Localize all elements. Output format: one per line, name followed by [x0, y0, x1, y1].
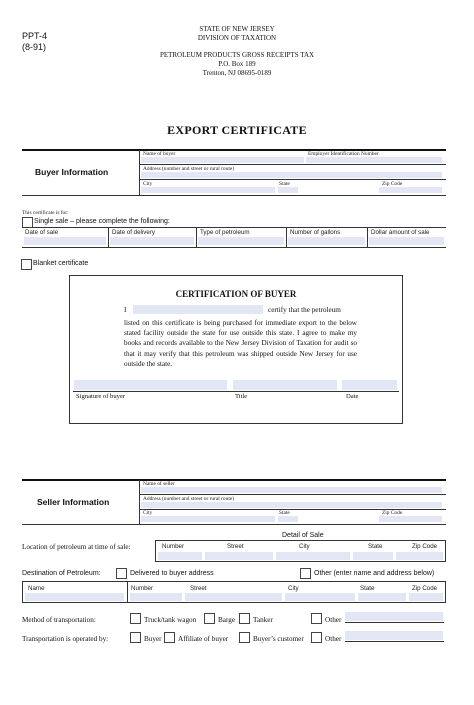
agency-city: Trenton, NJ 08695-0189	[202, 69, 272, 77]
destination-street-field[interactable]	[185, 593, 282, 601]
certification-i: I	[124, 306, 127, 314]
destination-label: Destination of Petroleum:	[22, 570, 101, 577]
certificate-for-label: This certificate is for:	[22, 210, 69, 216]
title-label: Title	[235, 393, 248, 400]
seller-zip-field[interactable]	[379, 516, 442, 522]
date-of-sale-label: Date of sale	[25, 229, 59, 236]
buyer-address-label: Address (number and street or rural route)	[143, 166, 235, 172]
destination-number-field[interactable]	[130, 593, 182, 601]
other-method-label: Other	[325, 616, 342, 624]
buyer-top-rule	[22, 149, 446, 151]
seller-bottom-rule	[22, 524, 446, 525]
location-city-label: City	[299, 543, 310, 550]
destination-state-field[interactable]	[358, 593, 406, 601]
buyer-state-label: State	[279, 181, 290, 187]
delivered-label: Delivered to buyer address	[130, 570, 214, 577]
other-destination-label: Other (enter name and address below)	[314, 570, 435, 577]
destination-state-label: State	[360, 585, 375, 592]
sale-top-rule	[22, 227, 446, 228]
seller-address-label: Address (number and street or rural route)	[143, 496, 235, 502]
agency-header	[120, 25, 354, 78]
detail-heading: Detail of Sale	[282, 532, 324, 539]
seller-address-field[interactable]	[141, 502, 442, 508]
other-operator-rule	[345, 641, 444, 642]
title-field[interactable]	[233, 380, 337, 390]
buyer-ein-field[interactable]	[306, 157, 442, 163]
agency-division: DIVISION OF TAXATION	[197, 34, 277, 42]
type-of-petroleum-label: Type of petroleum	[200, 229, 250, 236]
location-number-label: Number	[162, 543, 185, 550]
other-operator-checkbox[interactable]	[311, 632, 322, 643]
signature-rule	[73, 391, 399, 392]
seller-name-label: Name of seller	[143, 481, 175, 487]
buyer-operated-checkbox[interactable]	[130, 632, 141, 643]
location-state-field[interactable]	[353, 552, 393, 560]
tanker-label: Tanker	[253, 616, 273, 624]
other-destination-checkbox[interactable]	[300, 568, 311, 579]
delivered-checkbox[interactable]	[116, 568, 127, 579]
certification-heading: CERTIFICATION OF BUYER	[175, 289, 297, 299]
date-field[interactable]	[342, 380, 397, 390]
seller-zip-label: Zip Code	[382, 510, 403, 516]
number-of-gallons-label: Number of gallons	[290, 229, 341, 236]
agency-tax: PETROLEUM PRODUCTS GROSS RECEIPTS TAX	[159, 51, 315, 59]
sale-col-sep-4	[367, 227, 368, 247]
buyer-ein-label: Employer Identification Number	[308, 151, 379, 157]
buyer-divider	[139, 150, 140, 195]
method-label: Method of transportation:	[22, 616, 96, 624]
seller-row1-rule	[140, 494, 446, 495]
date-label: Date	[346, 393, 359, 400]
destination-street-label: Street	[190, 585, 207, 592]
truck-label: Truck/tank wagon	[144, 616, 197, 624]
blanket-label: Blanket certificate	[33, 260, 89, 267]
buyer-operated-label: Buyer	[144, 635, 162, 643]
other-operator-label: Other	[325, 635, 342, 643]
buyer-zip-field[interactable]	[379, 187, 442, 193]
dollar-amount-label: Dollar amount of sale	[371, 229, 430, 236]
location-state-label: State	[368, 543, 383, 550]
seller-divider	[139, 480, 140, 524]
tanker-checkbox[interactable]	[239, 613, 250, 624]
destination-sep	[127, 581, 128, 603]
seller-top-rule	[22, 479, 446, 481]
customer-checkbox[interactable]	[239, 632, 250, 643]
agency-pobox: P.O. Box 189	[218, 60, 256, 68]
seller-name-field[interactable]	[141, 487, 442, 493]
location-street-label: Street	[227, 543, 244, 550]
destination-number-label: Number	[131, 585, 154, 592]
page-title: EXPORT CERTIFICATE	[167, 123, 307, 137]
sale-col-sep-2	[196, 227, 197, 247]
sale-col-sep-1	[108, 227, 109, 247]
destination-zip-field[interactable]	[409, 593, 443, 601]
buyer-city-label: City	[143, 181, 153, 187]
agency-state: STATE OF NEW JERSEY	[199, 25, 275, 33]
seller-city-field[interactable]	[141, 516, 275, 522]
form-revision: (8-91)	[22, 42, 47, 52]
buyer-bottom-rule	[22, 195, 446, 196]
date-of-sale-field[interactable]	[24, 237, 106, 245]
customer-label: Buyer’s customer	[253, 635, 304, 643]
blanket-checkbox[interactable]	[21, 259, 32, 270]
other-method-rule	[345, 622, 444, 623]
destination-name-label: Name	[28, 585, 45, 592]
date-of-delivery-label: Date of delivery	[112, 229, 155, 236]
seller-heading: Seller Information	[37, 497, 110, 507]
seller-state-field[interactable]	[278, 516, 298, 522]
sale-col-sep-3	[286, 227, 287, 247]
buyer-zip-label: Zip Code	[382, 181, 403, 187]
affiliate-checkbox[interactable]	[164, 632, 175, 643]
destination-city-field[interactable]	[285, 593, 355, 601]
form-code	[22, 31, 47, 53]
form-code-text: PPT-4	[22, 31, 48, 41]
sale-bottom-rule	[22, 247, 446, 248]
dollar-amount-field[interactable]	[369, 237, 444, 245]
certification-certify: certify that the petroleum	[268, 306, 341, 314]
buyer-row2-rule	[140, 179, 446, 180]
number-of-gallons-field[interactable]	[288, 237, 365, 245]
other-operator-field[interactable]	[345, 631, 443, 640]
seller-city-label: City	[143, 510, 153, 516]
buyer-print-name-field[interactable]	[133, 305, 263, 314]
certification-body: listed on this certificate is being purchased for immediate export to the below stated facility outside the state for use outside this state. I agree to make my books and records available to the New Jersey Division of Taxation for audit so that it may verify that this petroleum was shipped outside New Jersey for use outside the state.	[124, 319, 357, 368]
single-sale-label: Single sale – please complete the following:	[34, 218, 170, 225]
buyer-heading: Buyer Information	[35, 167, 109, 177]
location-zip-label: Zip Code	[412, 543, 438, 550]
buyer-address-field[interactable]	[141, 172, 442, 178]
destination-city-label: City	[288, 585, 299, 592]
other-method-checkbox[interactable]	[311, 613, 322, 624]
location-label: Location of petroleum at time of sale:	[22, 543, 131, 551]
affiliate-label: Affiliate of buyer	[178, 635, 229, 643]
buyer-state-field[interactable]	[278, 187, 298, 193]
operated-label: Transportation is operated by:	[22, 635, 109, 643]
seller-state-label: State	[279, 510, 290, 516]
buyer-city-field[interactable]	[141, 187, 275, 193]
signature-field[interactable]	[74, 380, 227, 390]
location-street-field[interactable]	[205, 552, 273, 560]
other-method-field[interactable]	[345, 612, 443, 621]
barge-checkbox[interactable]	[204, 613, 215, 624]
signature-label: Signature of buyer	[76, 393, 126, 400]
location-zip-field[interactable]	[396, 552, 443, 560]
destination-name-field[interactable]	[25, 593, 124, 601]
location-city-field[interactable]	[276, 552, 350, 560]
type-of-petroleum-field[interactable]	[198, 237, 284, 245]
destination-zip-label: Zip Code	[412, 585, 438, 592]
location-number-field[interactable]	[158, 552, 202, 560]
date-of-delivery-field[interactable]	[110, 237, 194, 245]
buyer-name-label: Name of buyer	[143, 151, 176, 157]
buyer-name-field[interactable]	[141, 157, 304, 163]
truck-checkbox[interactable]	[130, 613, 141, 624]
barge-label: Barge	[218, 616, 236, 624]
buyer-row1-rule	[140, 164, 446, 165]
